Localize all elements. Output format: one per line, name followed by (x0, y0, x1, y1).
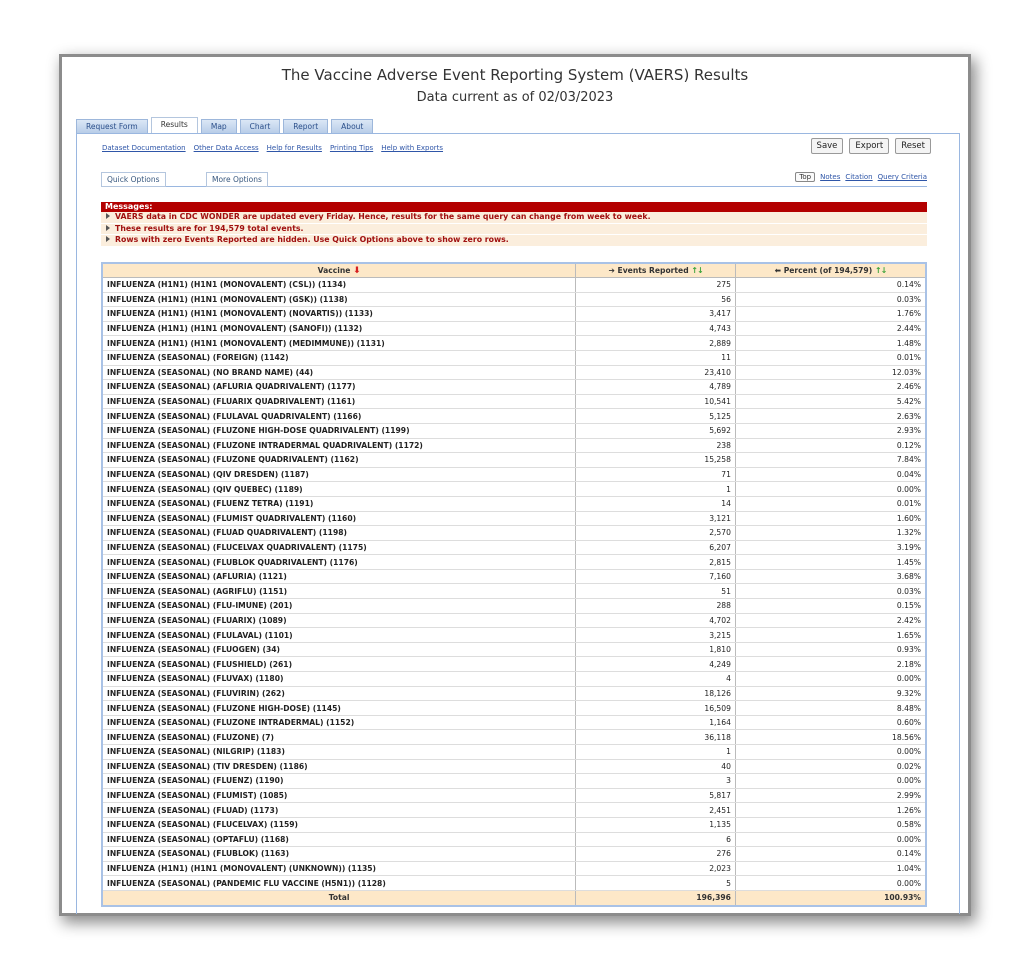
percent-cell: 0.03% (735, 584, 926, 599)
vaccine-cell: INFLUENZA (SEASONAL) (FLUARIX) (1089) (102, 613, 576, 628)
events-cell: 2,451 (576, 803, 736, 818)
vaccine-cell: INFLUENZA (SEASONAL) (FLUZONE HIGH-DOSE QUADRIVALENT) (1199) (102, 423, 576, 438)
vaccine-cell: INFLUENZA (SEASONAL) (FLUENZ TETRA) (1191) (102, 496, 576, 511)
vaccine-cell: INFLUENZA (H1N1) (H1N1 (MONOVALENT) (CSL)) (1134) (102, 278, 576, 293)
percent-cell: 0.02% (735, 759, 926, 774)
total-row (102, 890, 926, 905)
vaccine-cell: INFLUENZA (SEASONAL) (FLULAVAL QUADRIVALENT) (1166) (102, 409, 576, 424)
percent-cell: 2.44% (735, 321, 926, 336)
table-row (102, 817, 926, 832)
events-cell: 3,121 (576, 511, 736, 526)
column-header-events[interactable] (576, 263, 736, 278)
link-help-with-exports[interactable]: Help with Exports (381, 144, 444, 152)
percent-cell: 0.15% (735, 599, 926, 614)
percent-cell: 0.04% (735, 467, 926, 482)
quick-options-tab[interactable]: Quick Options (101, 172, 166, 187)
table-row (102, 482, 926, 497)
link-notes[interactable]: Notes (820, 173, 841, 181)
action-buttons (811, 138, 931, 154)
events-cell: 238 (576, 438, 736, 453)
table-row (102, 394, 926, 409)
total-events: 196,396 (576, 890, 736, 905)
vaccine-cell: INFLUENZA (SEASONAL) (FLU-IMUNE) (201) (102, 599, 576, 614)
header-label: Vaccine (317, 265, 351, 275)
vaccine-cell: INFLUENZA (SEASONAL) (FLUAD QUADRIVALENT) (1198) (102, 526, 576, 541)
total-percent: 100.93% (735, 890, 926, 905)
percent-cell: 0.00% (735, 745, 926, 760)
percent-cell: 0.01% (735, 496, 926, 511)
events-cell: 51 (576, 584, 736, 599)
table-row (102, 409, 926, 424)
table-row (102, 278, 926, 293)
table-row (102, 628, 926, 643)
table-row (102, 832, 926, 847)
message-item (101, 235, 927, 247)
events-cell: 1,810 (576, 642, 736, 657)
vaccine-cell: INFLUENZA (SEASONAL) (FLUVAX) (1180) (102, 672, 576, 687)
tab-request-form[interactable]: Request Form (76, 119, 148, 133)
vaccine-cell: INFLUENZA (H1N1) (H1N1 (MONOVALENT) (MEDIMMUNE)) (1131) (102, 336, 576, 351)
percent-cell: 0.00% (735, 832, 926, 847)
table-row (102, 599, 926, 614)
percent-cell: 0.00% (735, 672, 926, 687)
page-title: The Vaccine Adverse Event Reporting System (VAERS) Results (281, 66, 749, 84)
link-query-criteria[interactable]: Query Criteria (877, 173, 927, 181)
events-cell: 3 (576, 774, 736, 789)
table-row (102, 847, 926, 862)
table-row (102, 876, 926, 891)
percent-cell: 2.18% (735, 657, 926, 672)
vaccine-cell: INFLUENZA (SEASONAL) (FLUZONE INTRADERMAL QUADRIVALENT) (1172) (102, 438, 576, 453)
header-label: Percent (of 194,579) (783, 266, 873, 275)
vaccine-cell: INFLUENZA (SEASONAL) (OPTAFLU) (1168) (102, 832, 576, 847)
vaccine-cell: INFLUENZA (SEASONAL) (AFLURIA QUADRIVALENT) (1177) (102, 380, 576, 395)
vaccine-cell: INFLUENZA (SEASONAL) (FLUMIST QUADRIVALENT) (1160) (102, 511, 576, 526)
events-cell: 18,126 (576, 686, 736, 701)
table-row (102, 496, 926, 511)
events-cell: 5 (576, 876, 736, 891)
table-row (102, 336, 926, 351)
vaccine-cell: INFLUENZA (SEASONAL) (NILGRIP) (1183) (102, 745, 576, 760)
percent-cell: 0.00% (735, 482, 926, 497)
table-row (102, 759, 926, 774)
events-cell: 1 (576, 745, 736, 760)
table-row (102, 453, 926, 468)
percent-cell: 0.60% (735, 715, 926, 730)
vaccine-cell: INFLUENZA (SEASONAL) (FLUCELVAX QUADRIVALENT) (1175) (102, 540, 576, 555)
percent-cell: 2.99% (735, 788, 926, 803)
percent-cell: 0.00% (735, 774, 926, 789)
percent-cell: 1.60% (735, 511, 926, 526)
table-row (102, 584, 926, 599)
message-text: These results are for 194,579 total events. (115, 223, 304, 233)
move-right-arrow-icon[interactable]: ➔ (608, 266, 615, 275)
tab-map[interactable]: Map (201, 119, 237, 133)
events-cell: 5,817 (576, 788, 736, 803)
percent-cell: 0.03% (735, 292, 926, 307)
events-cell: 1 (576, 482, 736, 497)
export-button[interactable]: Export (849, 138, 889, 154)
percent-cell: 5.42% (735, 394, 926, 409)
events-cell: 1,135 (576, 817, 736, 832)
more-options-tab[interactable]: More Options (206, 172, 268, 187)
events-cell: 275 (576, 278, 736, 293)
tab-bar (76, 119, 373, 133)
column-header-percent[interactable] (735, 263, 926, 278)
vaccine-cell: INFLUENZA (SEASONAL) (FLUCELVAX) (1159) (102, 817, 576, 832)
table-row (102, 715, 926, 730)
percent-cell: 1.65% (735, 628, 926, 643)
sort-down-arrow-icon[interactable]: ⬇ (353, 265, 361, 276)
message-text: VAERS data in CDC WONDER are updated every Friday. Hence, results for the same query can change from week to week. (115, 212, 651, 221)
move-left-arrow-icon[interactable]: ⬅ (774, 266, 782, 275)
link-citation[interactable]: Citation (845, 173, 873, 181)
table-row (102, 745, 926, 760)
events-cell: 10,541 (576, 394, 736, 409)
events-cell: 7,160 (576, 569, 736, 584)
vaccine-cell: INFLUENZA (SEASONAL) (AGRIFLU) (1151) (102, 584, 576, 599)
table-row (102, 555, 926, 570)
percent-cell: 0.58% (735, 817, 926, 832)
table-row (102, 380, 926, 395)
percent-cell: 0.00% (735, 876, 926, 891)
page-nav-links (795, 172, 927, 182)
bullet-triangle-icon (106, 225, 110, 231)
table-row (102, 774, 926, 789)
results-window (62, 57, 968, 913)
percent-cell: 2.46% (735, 380, 926, 395)
vaccine-cell: INFLUENZA (H1N1) (H1N1 (MONOVALENT) (UNKNOWN)) (1135) (102, 861, 576, 876)
tab-about[interactable]: About (331, 119, 373, 133)
save-button[interactable]: Save (811, 138, 844, 154)
percent-cell: 2.63% (735, 409, 926, 424)
table-row (102, 292, 926, 307)
events-cell: 36,118 (576, 730, 736, 745)
options-row (101, 172, 927, 187)
table-row (102, 526, 926, 541)
help-links (102, 144, 443, 152)
link-help-for-results[interactable]: Help for Results (266, 144, 322, 152)
results-panel (76, 133, 960, 914)
message-item (101, 224, 927, 236)
table-row (102, 657, 926, 672)
events-cell: 4,743 (576, 321, 736, 336)
table-row (102, 672, 926, 687)
vaccine-cell: INFLUENZA (SEASONAL) (FLUAD) (1173) (102, 803, 576, 818)
percent-cell: 18.56% (735, 730, 926, 745)
table-row (102, 467, 926, 482)
events-cell: 6,207 (576, 540, 736, 555)
table-row (102, 511, 926, 526)
vaccine-cell: INFLUENZA (SEASONAL) (FLUZONE QUADRIVALENT) (1162) (102, 453, 576, 468)
table-row (102, 861, 926, 876)
tab-report[interactable]: Report (283, 119, 328, 133)
events-cell: 2,815 (576, 555, 736, 570)
percent-cell: 1.45% (735, 555, 926, 570)
percent-cell: 3.19% (735, 540, 926, 555)
events-cell: 3,417 (576, 307, 736, 322)
table-row (102, 307, 926, 322)
table-row (102, 438, 926, 453)
sort-updown-arrows-icon[interactable]: ↑↓ (691, 266, 703, 275)
percent-cell: 8.48% (735, 701, 926, 716)
percent-cell: 0.12% (735, 438, 926, 453)
vaccine-cell: INFLUENZA (SEASONAL) (FOREIGN) (1142) (102, 350, 576, 365)
events-cell: 288 (576, 599, 736, 614)
vaccine-cell: INFLUENZA (SEASONAL) (NO BRAND NAME) (44) (102, 365, 576, 380)
events-cell: 276 (576, 847, 736, 862)
table-row (102, 350, 926, 365)
column-header-vaccine[interactable] (102, 263, 576, 278)
page-subtitle: Data current as of 02/03/2023 (416, 90, 614, 105)
events-cell: 14 (576, 496, 736, 511)
percent-cell: 1.26% (735, 803, 926, 818)
events-cell: 6 (576, 832, 736, 847)
vaccine-cell: INFLUENZA (SEASONAL) (FLUZONE) (7) (102, 730, 576, 745)
tab-results[interactable]: Results (151, 117, 198, 133)
percent-cell: 1.76% (735, 307, 926, 322)
vaccine-cell: INFLUENZA (SEASONAL) (FLUBLOK QUADRIVALENT) (1176) (102, 555, 576, 570)
vaccine-cell: INFLUENZA (SEASONAL) (FLUMIST) (1085) (102, 788, 576, 803)
percent-cell: 1.48% (735, 336, 926, 351)
percent-cell: 7.84% (735, 453, 926, 468)
table-row (102, 701, 926, 716)
events-cell: 16,509 (576, 701, 736, 716)
vaccine-cell: INFLUENZA (H1N1) (H1N1 (MONOVALENT) (SANOFI)) (1132) (102, 321, 576, 336)
tab-chart[interactable]: Chart (240, 119, 281, 133)
vaccine-cell: INFLUENZA (SEASONAL) (FLUZONE HIGH-DOSE) (1145) (102, 701, 576, 716)
events-cell: 4,249 (576, 657, 736, 672)
events-cell: 11 (576, 350, 736, 365)
table-row (102, 365, 926, 380)
vaccine-cell: INFLUENZA (SEASONAL) (PANDEMIC FLU VACCINE (H5N1)) (1128) (102, 876, 576, 891)
percent-cell: 1.04% (735, 861, 926, 876)
percent-cell: 0.14% (735, 847, 926, 862)
messages-header: Messages: (101, 202, 927, 212)
events-cell: 2,023 (576, 861, 736, 876)
vaccine-cell: INFLUENZA (SEASONAL) (QIV DRESDEN) (1187) (102, 467, 576, 482)
percent-cell: 9.32% (735, 686, 926, 701)
vaccine-cell: INFLUENZA (SEASONAL) (FLUVIRIN) (262) (102, 686, 576, 701)
vaccine-cell: INFLUENZA (SEASONAL) (FLUARIX QUADRIVALENT) (1161) (102, 394, 576, 409)
vaccine-cell: INFLUENZA (SEASONAL) (TIV DRESDEN) (1186) (102, 759, 576, 774)
link-other-data-access[interactable]: Other Data Access (193, 144, 259, 152)
table-row (102, 686, 926, 701)
percent-cell: 1.32% (735, 526, 926, 541)
message-text: Rows with zero Events Reported are hidden. Use Quick Options above to show zero rows. (115, 235, 509, 244)
message-item (101, 212, 927, 224)
vaccine-cell: INFLUENZA (H1N1) (H1N1 (MONOVALENT) (GSK)) (1138) (102, 292, 576, 307)
events-cell: 5,125 (576, 409, 736, 424)
vaccine-cell: INFLUENZA (SEASONAL) (FLUENZ) (1190) (102, 774, 576, 789)
table-row (102, 642, 926, 657)
link-dataset-documentation[interactable]: Dataset Documentation (102, 144, 186, 152)
events-cell: 4 (576, 672, 736, 687)
percent-cell: 0.14% (735, 278, 926, 293)
percent-cell: 3.68% (735, 569, 926, 584)
percent-cell: 2.42% (735, 613, 926, 628)
percent-cell: 12.03% (735, 365, 926, 380)
vaccine-cell: INFLUENZA (SEASONAL) (AFLURIA) (1121) (102, 569, 576, 584)
events-cell: 23,410 (576, 365, 736, 380)
messages-box (101, 202, 927, 247)
events-cell: 15,258 (576, 453, 736, 468)
table-row (102, 613, 926, 628)
table-row (102, 423, 926, 438)
header-label: Events Reported (617, 266, 689, 275)
table-row (102, 321, 926, 336)
vaccine-cell: INFLUENZA (SEASONAL) (FLUBLOK) (1163) (102, 847, 576, 862)
events-cell: 4,789 (576, 380, 736, 395)
vaccine-cell: INFLUENZA (SEASONAL) (QIV QUEBEC) (1189) (102, 482, 576, 497)
sort-updown-arrows-icon[interactable]: ↑↓ (874, 266, 887, 275)
bullet-triangle-icon (106, 236, 110, 242)
percent-cell: 0.01% (735, 350, 926, 365)
table-row (102, 569, 926, 584)
events-cell: 71 (576, 467, 736, 482)
events-cell: 40 (576, 759, 736, 774)
events-cell: 2,889 (576, 336, 736, 351)
link-printing-tips[interactable]: Printing Tips (329, 144, 374, 152)
events-cell: 56 (576, 292, 736, 307)
results-table (101, 262, 927, 907)
events-cell: 5,692 (576, 423, 736, 438)
events-cell: 2,570 (576, 526, 736, 541)
vaccine-cell: INFLUENZA (H1N1) (H1N1 (MONOVALENT) (NOVARTIS)) (1133) (102, 307, 576, 322)
total-label: Total (102, 890, 576, 905)
table-row (102, 540, 926, 555)
events-cell: 1,164 (576, 715, 736, 730)
table-header-row (102, 263, 926, 278)
table-row (102, 788, 926, 803)
events-cell: 3,215 (576, 628, 736, 643)
vaccine-cell: INFLUENZA (SEASONAL) (FLULAVAL) (1101) (102, 628, 576, 643)
events-cell: 4,702 (576, 613, 736, 628)
top-button[interactable]: Top (795, 172, 815, 182)
table-row (102, 730, 926, 745)
bullet-triangle-icon (106, 213, 110, 219)
percent-cell: 2.93% (735, 423, 926, 438)
vaccine-cell: INFLUENZA (SEASONAL) (FLUOGEN) (34) (102, 642, 576, 657)
reset-button[interactable]: Reset (895, 138, 931, 154)
percent-cell: 0.93% (735, 642, 926, 657)
vaccine-cell: INFLUENZA (SEASONAL) (FLUZONE INTRADERMAL) (1152) (102, 715, 576, 730)
vaccine-cell: INFLUENZA (SEASONAL) (FLUSHIELD) (261) (102, 657, 576, 672)
table-row (102, 803, 926, 818)
